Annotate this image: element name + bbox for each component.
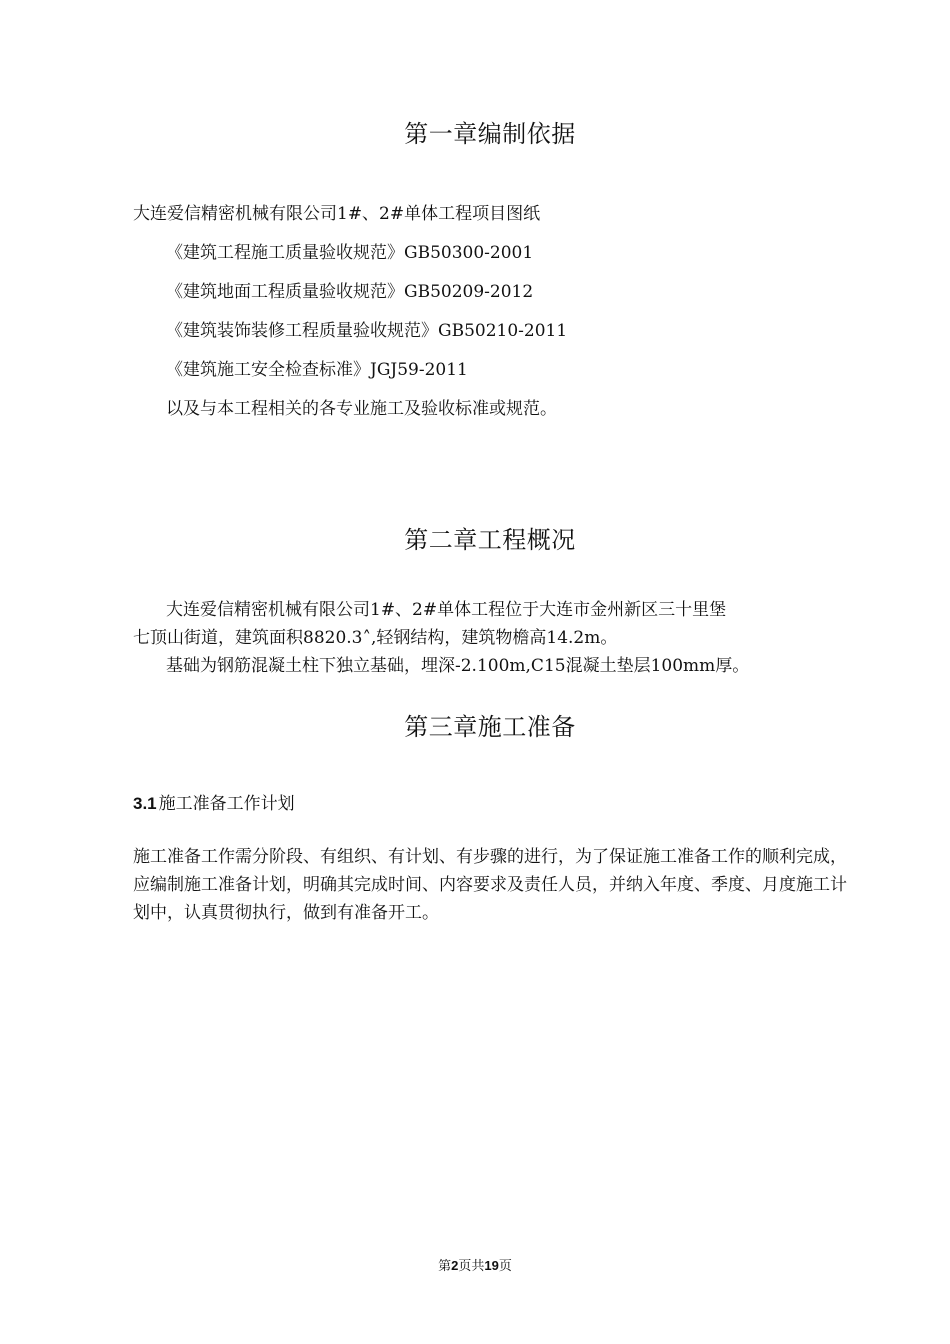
chapter-2-title: 第二章工程概况 xyxy=(404,526,576,554)
section-3-1-paragraph: 施工准备工作需分阶段、有组织、有计划、有步骤的进行，为了保证施工准备工作的顺利完成，应编制施工准备计划，明确其完成时间、内容要求及责任人员，并纳入年度、季度、月度施工计划中，认真贯彻执行，做到有准备开工。 xyxy=(133,847,847,923)
chapter-1-title: 第一章编制依据 xyxy=(404,120,576,148)
page-footer xyxy=(0,1257,950,1276)
chapter-1-line-6: 以及与本工程相关的各专业施工及验收标准或规范。 xyxy=(166,399,557,419)
footer-page-number: 2 xyxy=(451,1258,459,1273)
section-number: 3.1 xyxy=(133,794,157,813)
chapter-3-title: 第三章施工准备 xyxy=(404,713,576,741)
footer-prefix: 第 xyxy=(438,1259,452,1274)
section-title: 施工准备工作计划 xyxy=(158,794,295,814)
chapter-2-line-1: 大连爱信精密机械有限公司1#、2#单体工程位于大连市金州新区三十里堡 xyxy=(166,600,727,620)
chapter-2-line-2: 七顶山街道，建筑面积8820.3˄,轻钢结构，建筑物檐高14.2m。 xyxy=(133,628,618,648)
chapter-1-line-2: 《建筑工程施工质量验收规范》GB50300-2001 xyxy=(166,243,534,263)
chapter-1-line-5: 《建筑施工安全检查标准》JGJ59-2011 xyxy=(166,360,468,380)
chapter-1-line-1: 大连爱信精密机械有限公司1#、2#单体工程项目图纸 xyxy=(133,204,541,224)
section-3-1-heading xyxy=(133,792,295,816)
footer-total-pages: 19 xyxy=(484,1258,499,1273)
chapter-2-line-3: 基础为钢筋混凝土柱下独立基础，埋深-2.100m,C15混凝土垫层100mm厚。 xyxy=(166,656,750,676)
footer-suffix: 页 xyxy=(498,1259,512,1274)
footer-middle: 页共 xyxy=(458,1259,485,1274)
chapter-1-line-4: 《建筑装饰装修工程质量验收规范》GB50210-2011 xyxy=(166,321,568,341)
chapter-1-line-3: 《建筑地面工程质量验收规范》GB50209-2012 xyxy=(166,282,534,302)
